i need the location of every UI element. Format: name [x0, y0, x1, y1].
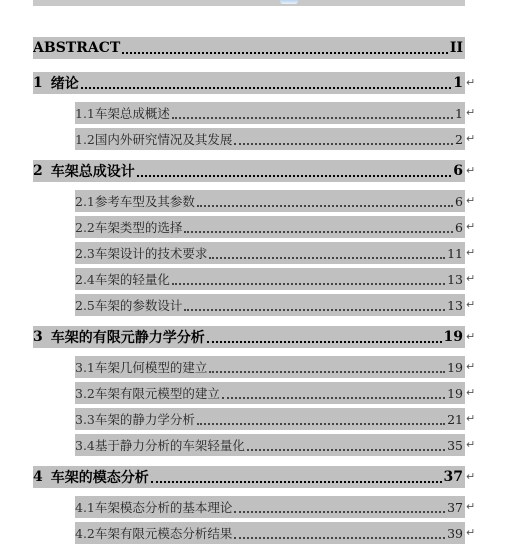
toc-entry-number: 4.1 [75, 499, 95, 515]
toc-entry-number: 1.1 [75, 105, 95, 121]
toc-entry-title: 车架类型的选择 [94, 220, 183, 235]
paragraph-mark-icon: ↵ [466, 220, 476, 233]
toc-entry-title: 参考车型及其参数 [94, 194, 195, 209]
paragraph-mark-icon: ↵ [466, 438, 476, 451]
toc-section-entry[interactable] [75, 434, 465, 456]
toc-entry-number: 1.2 [75, 131, 95, 147]
toc-section-entry[interactable] [75, 268, 465, 290]
paragraph-mark-icon: ↵ [466, 500, 476, 513]
dot-leader [234, 525, 445, 539]
toc-section-entry[interactable] [75, 522, 465, 544]
dot-leader [247, 437, 445, 451]
paragraph-mark-icon: ↵ [466, 246, 476, 259]
toc-entry-number: 3.4 [75, 437, 95, 453]
toc-page-number: II [449, 40, 463, 56]
toc-page-number: 13 [447, 271, 463, 287]
dot-leader [172, 271, 445, 285]
dot-leader [81, 75, 452, 89]
paragraph-mark-icon: ↵ [466, 360, 476, 373]
toc-page-number: 39 [447, 525, 463, 541]
dot-leader [209, 245, 445, 259]
toc-page-number: 19 [443, 329, 463, 345]
toc-section-entry[interactable] [75, 102, 465, 124]
toc-entry-number: 4 [33, 469, 43, 485]
toc-entry-title: 车架总成设计 [50, 164, 135, 180]
toc-entry-number: 3.2 [75, 385, 95, 401]
toc-page-number: 1 [455, 105, 463, 121]
paragraph-mark-icon: ↵ [466, 194, 476, 207]
paragraph-mark-icon: ↵ [466, 298, 476, 311]
toc-entry-number: 2.4 [75, 271, 95, 287]
toc-section-entry[interactable] [75, 382, 465, 404]
top-entry-partial [33, 0, 465, 6]
paragraph-mark-icon: ↵ [466, 386, 476, 399]
paragraph-mark-icon: ↵ [466, 272, 476, 285]
toc-page-number: 1 [453, 75, 463, 91]
paragraph-mark-icon: ↵ [466, 526, 476, 539]
toc-entry-title: 车架设计的技术要求 [94, 246, 208, 261]
paragraph-mark-icon: ↵ [466, 330, 476, 343]
toc-chapter-entry[interactable] [33, 37, 465, 59]
toc-chapter-entry[interactable] [33, 160, 465, 182]
toc-entry-number: 2.3 [75, 245, 95, 261]
toc-entry-number: 3 [33, 329, 43, 345]
paragraph-mark-icon: ↵ [466, 76, 476, 89]
toc-entry-title: 车架总成概述 [94, 106, 170, 121]
toc-entry-title: 车架的模态分析 [50, 470, 149, 486]
toc-section-entry[interactable] [75, 356, 465, 378]
toc-entry-title: 车架有限元模型的建立 [94, 386, 220, 401]
toc-chapter-entry[interactable] [33, 326, 465, 348]
toc-page-number: 13 [447, 297, 463, 313]
toc-entry-title: 国内外研究情况及其发展 [94, 132, 233, 147]
toc-entry-title: 车架的参数设计 [94, 298, 183, 313]
toc-entry-title: ABSTRACT [33, 40, 121, 56]
toc-page-number: 35 [447, 437, 463, 453]
dot-leader [222, 385, 445, 399]
toc-section-entry[interactable] [75, 294, 465, 316]
toc-entry-number: 2.5 [75, 297, 95, 313]
toc-page-number: 19 [447, 385, 463, 401]
toc-entry-title: 车架模态分析的基本理论 [94, 500, 233, 515]
toc-section-entry[interactable] [75, 496, 465, 518]
toc-page-number: 2 [455, 131, 463, 147]
toc-entry-title: 车架有限元模态分析结果 [94, 526, 233, 541]
dot-leader [184, 297, 445, 311]
toc-entry-title: 车架的静力学分析 [94, 412, 195, 427]
toc-entry-number: 2 [33, 163, 43, 179]
toc-section-entry[interactable] [75, 408, 465, 430]
dot-leader [151, 469, 442, 483]
dot-leader [207, 329, 442, 343]
toc-page-number: 6 [453, 163, 463, 179]
toc-page-number: 19 [447, 359, 463, 375]
toc-page-number: 37 [443, 469, 463, 485]
toc-entry-title: 车架几何模型的建立 [94, 360, 208, 375]
dot-leader [197, 193, 453, 207]
toc-page-number: 21 [447, 411, 463, 427]
toc-chapter-entry[interactable] [33, 72, 465, 94]
dot-leader [184, 219, 453, 233]
toc-entry-number: 4.2 [75, 525, 95, 541]
toc-entry-title: 车架的轻量化 [94, 272, 170, 287]
toc-page-number: 6 [455, 193, 463, 209]
toc-entry-number: 3.3 [75, 411, 95, 427]
toc-section-entry[interactable] [75, 190, 465, 212]
paragraph-mark-icon: ↵ [466, 132, 476, 145]
toc-entry-number: 2.2 [75, 219, 95, 235]
paragraph-mark-icon: ↵ [466, 412, 476, 425]
paragraph-mark-icon: ↵ [466, 164, 476, 177]
toc-section-entry[interactable] [75, 128, 465, 150]
paragraph-mark-icon: ↵ [466, 106, 476, 119]
toc-entry-number: 1 [33, 75, 43, 91]
paragraph-mark-icon: ↵ [466, 470, 476, 483]
dot-leader [172, 105, 453, 119]
toc-entry-title: 绪论 [50, 76, 79, 92]
dot-leader [122, 40, 448, 54]
toc-entry-title: 车架的有限元静力学分析 [50, 330, 205, 346]
toc-page-number: 37 [447, 499, 463, 515]
ruler-marker-icon [280, 0, 298, 4]
toc-chapter-entry[interactable] [33, 466, 465, 488]
dot-leader [234, 499, 445, 513]
toc-page-number: 11 [447, 245, 463, 261]
toc-section-entry[interactable] [75, 242, 465, 264]
dot-leader [197, 411, 445, 425]
toc-entry-number: 2.1 [75, 193, 95, 209]
dot-leader [137, 163, 452, 177]
toc-section-entry[interactable] [75, 216, 465, 238]
toc-entry-title: 基于静力分析的车架轻量化 [94, 438, 245, 453]
toc-entry-number: 3.1 [75, 359, 95, 375]
dot-leader [209, 359, 445, 373]
dot-leader [234, 131, 453, 145]
toc-page-number: 6 [455, 219, 463, 235]
